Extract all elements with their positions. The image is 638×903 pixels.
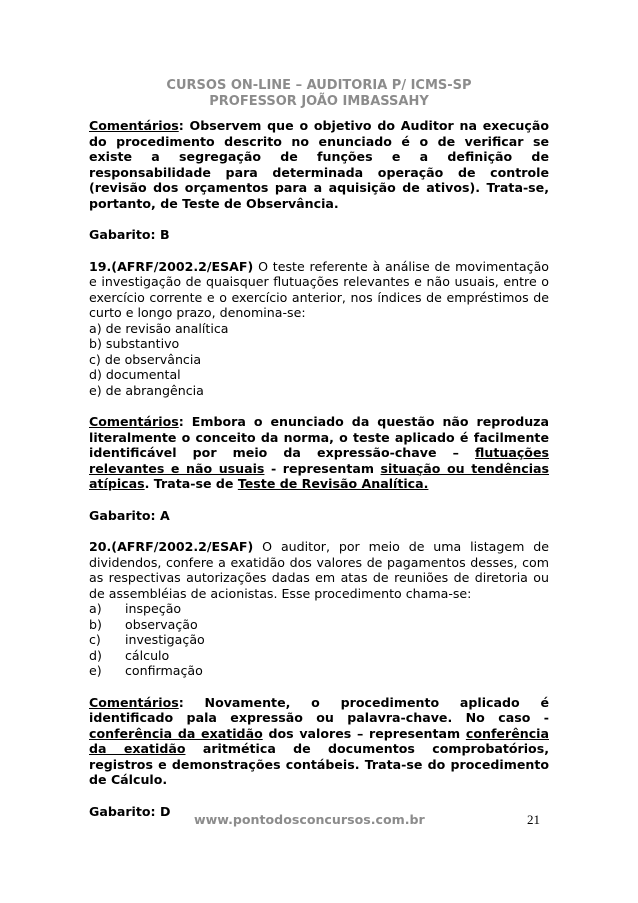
q19-option-c: c) de observância — [89, 351, 202, 367]
key-expression: conferência da exatidão — [89, 725, 549, 756]
q19-option-d: d) documental — [89, 367, 181, 382]
comment-label: Comentários — [89, 694, 179, 710]
page-number: 21 — [527, 812, 540, 827]
q19-option-e: e) de abrangência — [89, 382, 204, 398]
document-page — [89, 78, 549, 819]
key-expression: situação ou tendências atípicas — [89, 460, 550, 491]
question-20 — [89, 539, 549, 601]
key-expression: flutuações relevantes e não usuais — [89, 445, 549, 476]
question-text: O auditor, por meio de uma listagem de dividendos, confere a exatidão dos valores de pagamentos desses, com as respectivas autorizações dadas em atas de reuniões de diretoria ou de assembléias de acionistas. Esse procedimento chama-se: — [89, 539, 549, 601]
comment-text: : Observem que o objetivo do Auditor na execução do procedimento descrito no enunciado é o de verificar se existe a segregação de funções e a definição de responsabilidade para determinada operação de controle (revisão dos orçamentos para a aquisição de ativos). Trata-se, portanto, de Teste de Observância. — [89, 118, 549, 211]
question-19 — [89, 259, 549, 321]
question-id: 19.(AFRF/2002.2/ESAF) — [89, 258, 254, 274]
comment-paragraph-1 — [89, 118, 549, 211]
q20-option-e: e) confirmação — [89, 663, 203, 678]
comment-paragraph-2: Comentários: Embora o enunciado da questão não reproduza literalmente o conceito da norma, o teste aplicado é facilmente identificável por meio da expressão-chave – flutuações relevantes e não usuais - representam situação ou tendências atípicas. Trata-se de Teste de Revisão Analítica. — [89, 414, 550, 491]
question-text: O teste referente à análise de movimentação e investigação de quaisquer flutuações relevantes e não usuais, entre o exercício corrente e o exercício anterior, nos índices de empréstimos de curto e longo prazo, denomina-se: — [89, 258, 549, 320]
course-header-line2: PROFESSOR JOÃO IMBASSAHY — [209, 94, 429, 109]
answer-key-3: Gabarito: D — [89, 803, 171, 819]
answer-key-2: Gabarito: A — [89, 507, 170, 523]
q20-option-c: c) investigação — [89, 632, 205, 647]
answer-key-1: Gabarito: B — [89, 227, 170, 242]
comment-paragraph-3: Comentários: Novamente, o procedimento aplicado é identificado pala expressão ou palavra-chave. No caso - conferência da exatidão dos valores – representam conferência da exatidão aritmética de documentos comprobatórios, registros e demonstrações contábeis. Trata-se do procedimento de Cálculo. — [89, 694, 549, 787]
q19-option-a: a) de revisão analítica — [89, 320, 229, 336]
q20-option-a: a) inspeção — [89, 601, 182, 616]
comment-label: Comentários — [89, 118, 179, 133]
q20-option-d: d) cálculo — [89, 647, 170, 663]
key-expression: conferência da exatidão — [89, 725, 263, 741]
comment-label: Comentários — [89, 414, 179, 429]
course-header-line1: CURSOS ON-LINE – AUDITORIA P/ ICMS-SP — [166, 78, 472, 93]
key-expression: Teste de Revisão Analítica. — [237, 476, 429, 491]
page-footer — [0, 812, 638, 832]
question-id: 20.(AFRF/2002.2/ESAF) — [89, 539, 254, 554]
footer-website-link[interactable]: www.pontodosconcursos.com.br — [194, 812, 425, 827]
q20-option-b: b) observação — [89, 616, 198, 632]
q19-option-b: b) substantivo — [89, 336, 180, 351]
